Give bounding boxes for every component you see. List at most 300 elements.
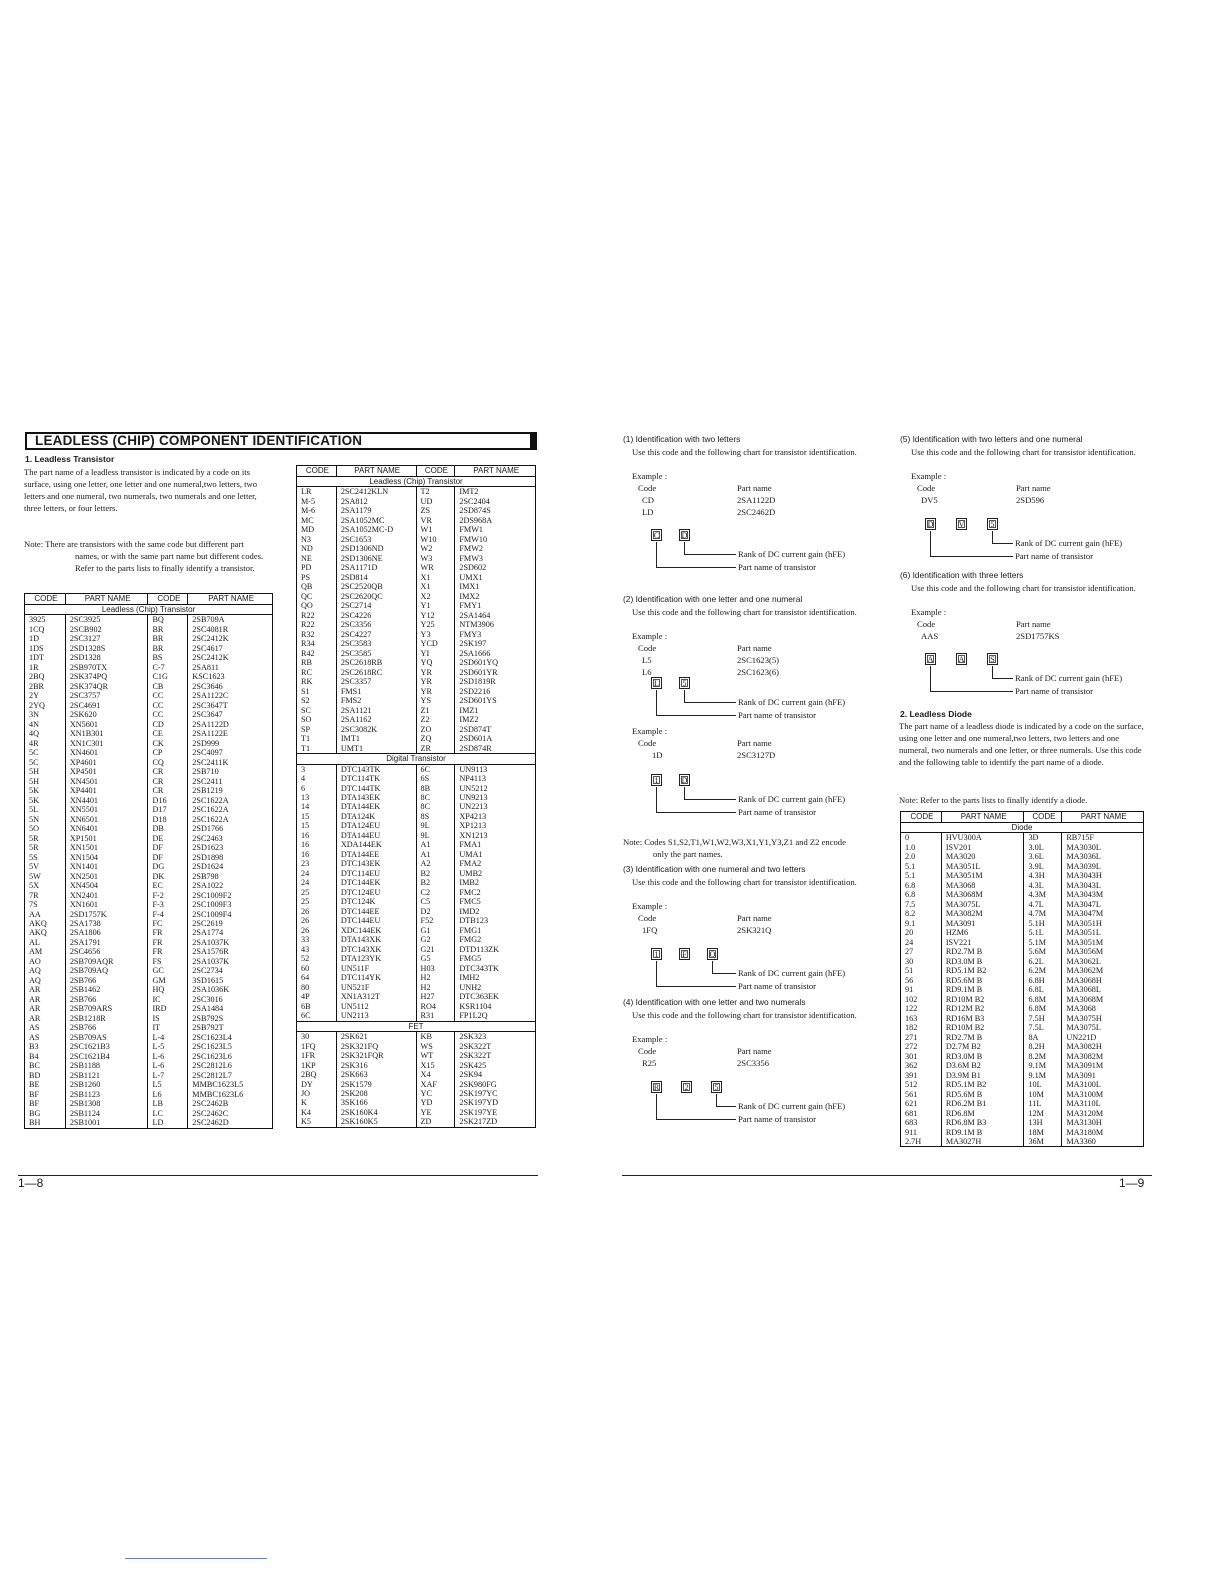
code-cell: 20 <box>905 928 914 938</box>
example-part-value: 2SK321Q <box>737 925 772 935</box>
footer-rule-left <box>18 1175 538 1176</box>
example-code-value: 1D <box>652 750 663 760</box>
part-name-cell: FMY1 <box>455 601 536 610</box>
code-cell: CC <box>148 710 188 719</box>
example-part-header: Part name <box>737 738 772 748</box>
code-cell: W1 <box>416 525 455 534</box>
code-cell: 5.1M <box>1024 938 1062 947</box>
table-row <box>297 696 536 705</box>
part-name-cell: 2SC3647T <box>188 701 273 710</box>
code-cell: X4 <box>416 1070 455 1079</box>
part-name-cell: MA3180M <box>1062 1128 1144 1137</box>
code-character-box: 1 <box>651 948 662 960</box>
code-cell: G21 <box>416 945 455 954</box>
code-cell: 5K <box>29 786 40 796</box>
code-cell: 9.1M <box>1024 1071 1062 1080</box>
code-cell: 301 <box>905 1051 918 1061</box>
part-name-cell: XN1A312T <box>336 992 416 1001</box>
note-codes: Note: Codes S1,S2,T1,W1,W2,W3,X1,Y1,Y3,Z1 and Z2 encode only the part names. <box>623 837 846 860</box>
code-cell: DK <box>148 872 188 881</box>
code-cell: GM <box>148 976 188 985</box>
code-cell: 5C <box>29 748 39 758</box>
table-row <box>901 966 1144 975</box>
code-cell: 1D <box>29 634 40 644</box>
example-code-header: Code <box>638 483 657 493</box>
code-cell: 26 <box>301 916 310 926</box>
example-code-value: LD <box>642 507 654 517</box>
table-group-row <box>25 605 273 615</box>
table-row <box>901 976 1144 985</box>
part-name-cell: 2SK316 <box>336 1061 416 1070</box>
part-name-cell: 2SD601YS <box>455 696 536 705</box>
example-code-header: Code <box>638 643 657 653</box>
part-name-cell: UMB2 <box>455 869 536 878</box>
footer-rule-right <box>622 1175 1152 1176</box>
code-cell: R34 <box>301 639 315 649</box>
code-cell: 1KP <box>301 1060 316 1070</box>
part-name-cell: MA3100M <box>1062 1090 1144 1099</box>
part-name-cell: DTC124EU <box>336 888 416 897</box>
code-cell: T2 <box>416 487 455 497</box>
ident1-text: Use this code and the following chart for transistor identification. <box>632 447 857 457</box>
part-name-cell: MA3110L <box>1062 1099 1144 1108</box>
part-name-cell: 2SK425 <box>455 1061 536 1070</box>
code-cell: MC <box>301 515 314 525</box>
table-row <box>297 821 536 830</box>
code-cell: EC <box>148 881 188 890</box>
code-character-box: Q <box>707 948 718 960</box>
leader-line <box>930 531 931 556</box>
code-cell: AKQ <box>29 918 47 928</box>
table-group-label: FET <box>297 1021 536 1031</box>
part-name-cell: 2SK197YD <box>455 1098 536 1107</box>
table-row <box>25 976 273 985</box>
code-cell: 3.6L <box>1024 852 1062 861</box>
code-cell: BC <box>29 1061 40 1071</box>
code-cell: 4.7L <box>1024 900 1062 909</box>
part-name-cell: DTC363EK <box>455 992 536 1001</box>
code-cell: IT <box>148 1023 188 1032</box>
part-name-cell: 2SB792T <box>188 1023 273 1032</box>
code-cell: 2.7H <box>905 1136 922 1146</box>
ident1-heading: (1) Identification with two letters <box>623 434 741 444</box>
table-row <box>25 900 273 909</box>
part-name-cell: MA3051H <box>1062 919 1144 928</box>
code-cell: 24 <box>905 937 914 947</box>
code-cell: N3 <box>301 534 312 544</box>
part-name-cell: MA3068L <box>1062 985 1144 994</box>
example-code-value: CD <box>642 495 654 505</box>
part-name-cell: MA3051M <box>1062 938 1144 947</box>
part-name-cell: RD3.0M B <box>941 957 1024 966</box>
section1-heading: 1. Leadless Transistor <box>25 454 115 464</box>
table-group-label: Leadless (Chip) Transistor <box>25 605 273 615</box>
code-cell: BG <box>29 1108 41 1118</box>
code-cell: WT <box>416 1051 455 1060</box>
part-name-cell: D2.7M B2 <box>941 1042 1024 1051</box>
code-character-box: V <box>956 518 967 530</box>
code-cell: QB <box>301 582 313 592</box>
part-name-cell: 2SB710 <box>188 767 273 776</box>
part-name-cell: XP4601 <box>65 758 148 767</box>
code-cell: C2 <box>416 888 455 897</box>
code-cell: W3 <box>416 554 455 563</box>
part-name-cell: 2SD814 <box>336 573 416 582</box>
code-cell: IC <box>148 995 188 1004</box>
part-name-cell: MA3068H <box>1062 976 1144 985</box>
table-row <box>297 734 536 743</box>
code-cell: DY <box>301 1079 313 1089</box>
table-row <box>25 634 273 643</box>
table-row <box>25 834 273 843</box>
table-row <box>297 964 536 973</box>
leader-line <box>716 1094 717 1106</box>
code-cell: R22 <box>301 610 315 620</box>
part-name-cell: 2SC4656 <box>65 947 148 956</box>
code-cell: 24 <box>301 878 310 888</box>
part-name-cell: MA3020 <box>941 852 1024 861</box>
part-name-cell: 2SA1121 <box>336 706 416 715</box>
part-name-cell: 2SC1009F2 <box>188 891 273 900</box>
part-name-cell: 2SA1122E <box>188 729 273 738</box>
table-row <box>25 966 273 975</box>
table-row <box>297 497 536 506</box>
part-name-cell: MA3091 <box>941 919 1024 928</box>
code-cell: 5L <box>29 805 39 815</box>
part-name-cell: MA3091M <box>1062 1061 1144 1070</box>
table-row <box>25 1042 273 1051</box>
part-name-cell: 2SC2411K <box>188 758 273 767</box>
part-name-cell: 2SA1052MC-D <box>336 525 416 534</box>
part-name-cell: 2SC2812L7 <box>188 1071 273 1080</box>
code-cell: 5V <box>29 862 40 872</box>
part-name-cell: XN6501 <box>65 815 148 824</box>
part-name-cell: 2SB766 <box>65 976 148 985</box>
table-row <box>297 1117 536 1127</box>
table-row <box>297 677 536 686</box>
example-label: Example : <box>632 901 668 911</box>
rank-label: Rank of DC current gain (hFE) <box>738 794 846 804</box>
part-name-label: Part name of transistor <box>738 710 817 720</box>
table-row <box>297 1080 536 1089</box>
code-cell: X1 <box>416 573 455 582</box>
code-character-box: 5 <box>711 1081 722 1093</box>
part-name-cell: XDC144EK <box>336 926 416 935</box>
part-name-cell: 2SK94 <box>455 1070 536 1079</box>
code-cell: 3N <box>29 710 40 720</box>
part-name-cell: 2SC2462B <box>188 1099 273 1108</box>
code-cell: 7.5 <box>905 899 916 909</box>
code-cell: BD <box>29 1070 41 1080</box>
part-name-cell: DTB123 <box>455 916 536 925</box>
part-name-cell: 2SK323 <box>455 1032 536 1042</box>
part-name-cell: RD16M B3 <box>941 1014 1024 1023</box>
part-name-cell: 2SD874S <box>455 506 536 515</box>
code-cell: CE <box>148 729 188 738</box>
code-cell: DB <box>148 824 188 833</box>
part-name-cell: 2SC1621B4 <box>65 1052 148 1061</box>
table-row <box>297 850 536 859</box>
ident6-heading: (6) Identification with three letters <box>900 570 1024 580</box>
part-name-label: Part name of transistor <box>738 562 817 572</box>
code-cell: 5K <box>29 795 40 805</box>
code-cell: 36M <box>1024 1137 1062 1147</box>
part-name-cell: 2SD1757K <box>65 910 148 919</box>
part-name-cell: UMT1 <box>336 744 416 754</box>
part-name-cell: 2SB1260 <box>65 1080 148 1089</box>
part-name-cell: FMG5 <box>455 954 536 963</box>
part-name-cell: 2SD1624 <box>188 862 273 871</box>
part-name-cell: 2SC1621B3 <box>65 1042 148 1051</box>
code-cell: AQ <box>29 975 41 985</box>
code-cell: WS <box>416 1042 455 1051</box>
leader-line <box>684 542 685 554</box>
part-name-cell: DTA143XK <box>336 935 416 944</box>
code-cell: 3925 <box>29 615 46 625</box>
part-name-cell: XN1401 <box>65 862 148 871</box>
code-character-box: L <box>651 677 662 689</box>
code-cell: S2 <box>301 696 310 706</box>
table-row <box>901 1042 1144 1051</box>
leader-line <box>656 986 736 987</box>
table-row <box>25 1099 273 1108</box>
part-name-cell: D3.9M B1 <box>941 1071 1024 1080</box>
code-cell: YCD <box>416 639 455 648</box>
code-cell: YR <box>416 677 455 686</box>
part-name-cell: 2SA1806 <box>65 928 148 937</box>
part-name-cell: 2SK321FQR <box>336 1051 416 1060</box>
code-cell: 122 <box>905 1004 918 1014</box>
part-name-cell: XN5501 <box>65 805 148 814</box>
table-row <box>25 1109 273 1118</box>
table-row <box>25 805 273 814</box>
table-row <box>297 630 536 639</box>
table-row <box>901 862 1144 871</box>
table-row <box>25 758 273 767</box>
code-cell: 4R <box>29 738 39 748</box>
code-cell: 5X <box>29 881 40 891</box>
part-name-cell: 2SA1576R <box>188 947 273 956</box>
part-name-cell: MA3360 <box>1062 1137 1144 1147</box>
part-name-cell: 2SB1121 <box>65 1071 148 1080</box>
part-name-cell: RD10M B2 <box>941 995 1024 1004</box>
example-label: Example : <box>632 726 668 736</box>
code-cell: 182 <box>905 1023 918 1033</box>
col-part-name: PART NAME <box>1062 812 1144 823</box>
code-cell: PD <box>301 563 312 573</box>
example-code-value: R25 <box>642 1058 657 1068</box>
part-name-cell: 2SA1774 <box>188 928 273 937</box>
code-cell: Y3 <box>416 630 455 639</box>
part-name-cell: 2SC2618RC <box>336 668 416 677</box>
code-cell: 16 <box>301 849 310 859</box>
code-cell: ZS <box>416 506 455 515</box>
part-name-cell: NP4113 <box>455 774 536 783</box>
part-name-cell: XN4504 <box>65 881 148 890</box>
code-cell: 14 <box>301 802 310 812</box>
code-cell: B2 <box>416 878 455 887</box>
code-cell: WR <box>416 563 455 572</box>
code-cell: 43 <box>301 944 310 954</box>
code-cell: 91 <box>905 985 914 995</box>
example-code-header: Code <box>638 913 657 923</box>
part-name-cell: MA3030L <box>1062 843 1144 852</box>
part-name-cell: MMBC1623L5 <box>188 1080 273 1089</box>
code-cell: 7R <box>29 890 39 900</box>
part-name-cell: DTA144EK <box>336 802 416 811</box>
part-name-cell: 2SC2404 <box>455 497 536 506</box>
code-cell: 512 <box>905 1080 918 1090</box>
table-row <box>901 1071 1144 1080</box>
part-name-cell: HZM6 <box>941 928 1024 937</box>
code-cell: 23 <box>301 859 310 869</box>
part-name-cell: MA3068 <box>1062 1004 1144 1013</box>
part-name-cell: 2SK322T <box>455 1051 536 1060</box>
code-cell: YC <box>416 1089 455 1098</box>
code-cell: 2.0 <box>905 852 916 862</box>
table-row <box>297 954 536 963</box>
part-name-cell: 2SA1179 <box>336 506 416 515</box>
code-cell: DF <box>148 853 188 862</box>
part-name-cell: IMT2 <box>455 487 536 497</box>
part-name-cell: 2SD601YQ <box>455 658 536 667</box>
part-name-cell: 2SB970TX <box>65 663 148 672</box>
code-cell: 5.6M <box>1024 947 1062 956</box>
part-name-cell: 2SD1623 <box>188 843 273 852</box>
col-code: CODE <box>25 594 66 605</box>
table-row <box>297 784 536 793</box>
table-group-row <box>297 1021 536 1031</box>
part-name-cell: FMS1 <box>336 687 416 696</box>
ident3-text: Use this code and the following chart for transistor identification. <box>632 877 857 887</box>
code-cell: L-6 <box>148 1061 188 1070</box>
leader-line <box>684 690 685 702</box>
part-name-cell: 2SC1653 <box>336 535 416 544</box>
code-cell: AR <box>29 1004 41 1014</box>
table-row <box>901 909 1144 918</box>
code-cell: 8A <box>1024 1033 1062 1042</box>
table-row <box>297 706 536 715</box>
part-name-cell: RD5.1M B2 <box>941 966 1024 975</box>
leader-line <box>684 554 736 555</box>
col-part-name: PART NAME <box>188 594 273 605</box>
table-row <box>297 1089 536 1098</box>
code-cell: 33 <box>301 935 310 945</box>
code-cell: 1DS <box>29 643 44 653</box>
code-character-box: D <box>679 529 690 541</box>
leader-line <box>656 812 736 813</box>
table-row <box>297 869 536 878</box>
part-name-cell: FMW2 <box>455 544 536 553</box>
table-row <box>297 620 536 629</box>
code-cell: 30 <box>905 956 914 966</box>
code-cell: CR <box>148 777 188 786</box>
part-name-cell: 2SB709AQR <box>65 957 148 966</box>
part-name-label: Part name of transistor <box>738 981 817 991</box>
code-cell: AO <box>29 956 41 966</box>
col-code: CODE <box>1024 812 1062 823</box>
table-row <box>25 1023 273 1032</box>
code-cell: 25 <box>301 897 310 907</box>
part-name-cell: 2SK160K4 <box>336 1108 416 1117</box>
code-cell: 26 <box>301 925 310 935</box>
code-character-box: A <box>956 653 967 665</box>
part-name-cell: DTA124K <box>336 812 416 821</box>
code-cell: G2 <box>416 935 455 944</box>
code-character-box: D <box>925 518 936 530</box>
table-row <box>901 1137 1144 1147</box>
code-character-box: 2 <box>681 1081 692 1093</box>
code-cell: 52 <box>301 954 310 964</box>
example-part-value: 2SC3127D <box>737 750 776 760</box>
code-cell: 5.1H <box>1024 919 1062 928</box>
code-cell: 8S <box>416 812 455 821</box>
code-cell: G1 <box>416 926 455 935</box>
code-cell: 10L <box>1024 1080 1062 1089</box>
part-name-cell: KSC1623 <box>188 672 273 681</box>
code-cell: A1 <box>416 850 455 859</box>
table-row <box>25 739 273 748</box>
table-row <box>297 668 536 677</box>
part-name-cell: UNH2 <box>455 983 536 992</box>
code-cell: YE <box>416 1108 455 1117</box>
part-name-cell: 2SC2412K <box>188 653 273 662</box>
code-cell: ZQ <box>416 734 455 743</box>
code-cell: L-4 <box>148 1033 188 1042</box>
code-cell: AQ <box>29 966 41 976</box>
example-part-value: 2SD1757KS <box>1016 631 1060 641</box>
leader-line <box>656 542 657 567</box>
table-group-row <box>901 823 1144 833</box>
table-row <box>901 900 1144 909</box>
table-row <box>297 992 536 1001</box>
part-name-cell: 2SK197 <box>455 639 536 648</box>
diode-table <box>900 811 1144 1147</box>
part-name-cell: 2SC1009F3 <box>188 900 273 909</box>
part-name-cell: 2SA1162 <box>336 715 416 724</box>
code-cell: 2YQ <box>29 700 45 710</box>
table-row <box>901 852 1144 861</box>
table-row <box>901 1014 1144 1023</box>
ident4-text: Use this code and the following chart for transistor identification. <box>632 1010 857 1020</box>
code-cell: 0 <box>905 833 910 843</box>
part-name-cell: 2SD1766 <box>188 824 273 833</box>
code-cell: L5 <box>148 1080 188 1089</box>
code-cell: C5 <box>416 897 455 906</box>
code-cell: 911 <box>905 1127 917 1137</box>
code-cell: 1FR <box>301 1051 316 1061</box>
example-part-value: 2SC1623(6) <box>737 667 780 677</box>
code-cell: A2 <box>416 859 455 868</box>
part-name-cell: FMW1 <box>455 525 536 534</box>
code-cell: 2Y <box>29 691 40 701</box>
part-name-cell: 2SD874R <box>455 744 536 754</box>
table-row <box>297 544 536 553</box>
code-cell: 1.0 <box>905 842 916 852</box>
code-cell: 60 <box>301 963 310 973</box>
code-cell: 1FQ <box>301 1041 316 1051</box>
leader-line <box>930 666 931 691</box>
part-name-cell: MA3075H <box>1062 1014 1144 1023</box>
part-name-cell: MA3051L <box>941 862 1024 871</box>
table-row <box>25 1014 273 1023</box>
code-cell: D2 <box>416 907 455 916</box>
code-cell: XAF <box>416 1080 455 1089</box>
table-row <box>901 957 1144 966</box>
table-group-label: Leadless (Chip) Transistor <box>297 477 536 487</box>
code-cell: 4 <box>301 774 306 784</box>
code-cell: R42 <box>301 648 315 658</box>
